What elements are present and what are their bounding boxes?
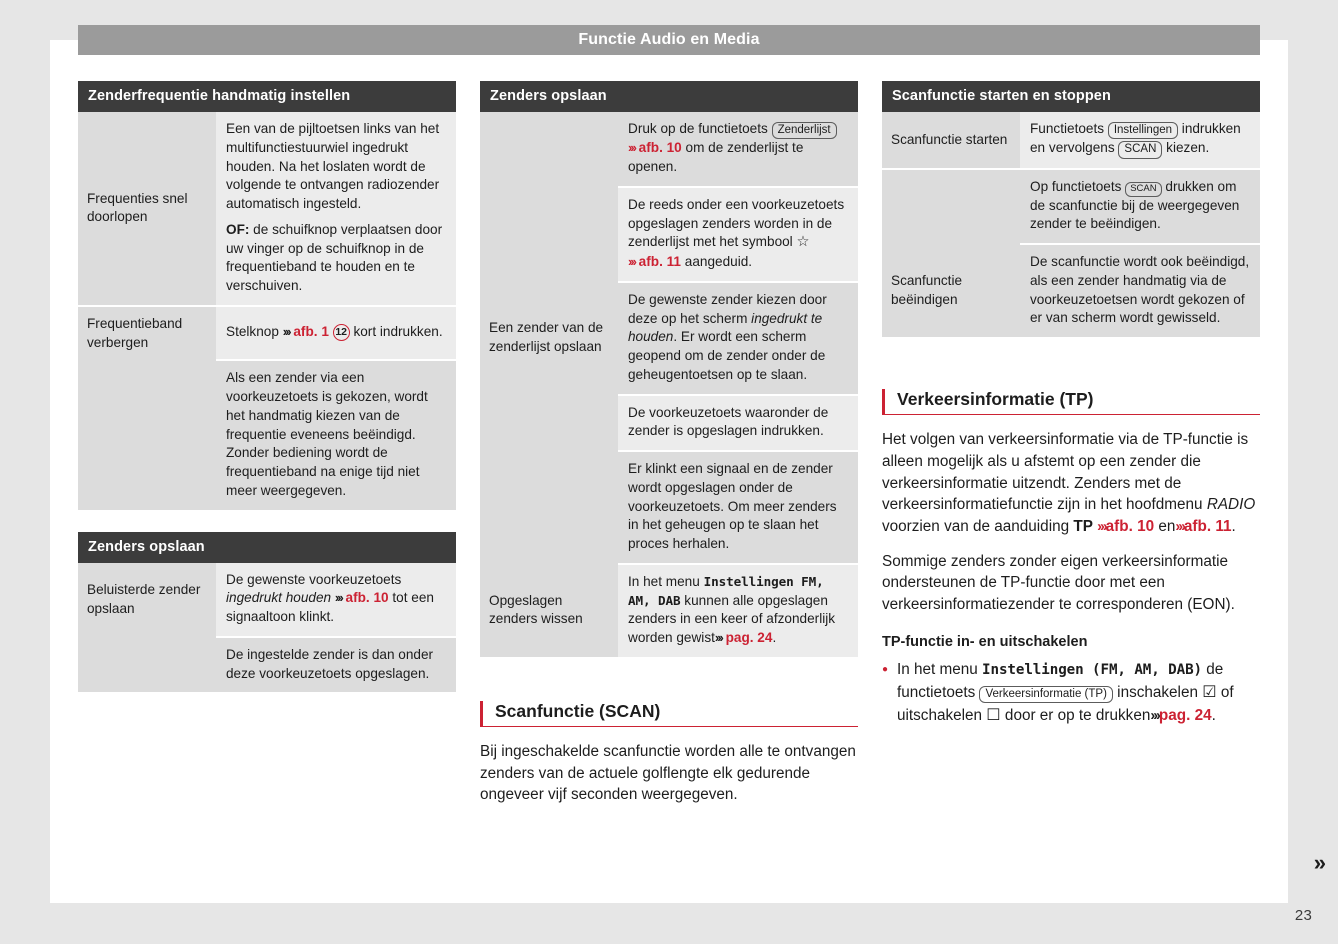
row-label-spacer bbox=[78, 360, 216, 509]
paragraph-text-a: Het volgen van verkeersinformatie via de TP-functie is alleen mogelijk als u afstemt op een zender die verkeersinformatie uitzendt. Zenders met de verkeersinformatiefunctie zijn in het hoofdmenu bbox=[882, 431, 1249, 514]
function-key-instellingen[interactable]: Instellingen bbox=[1108, 122, 1178, 139]
row-value-paragraph: De reeds onder een voorkeuzetoets opgeslagen zenders worden in de zenderlijst met het symbool ☆ ››› afb. 11 aangeduid. bbox=[628, 196, 845, 270]
row-value bbox=[216, 112, 456, 306]
table-row bbox=[882, 244, 1260, 337]
row-label: Frequentieband verbergen bbox=[78, 306, 216, 361]
row-value bbox=[618, 564, 858, 657]
function-key-verkeersinformatie-tp[interactable]: Verkeersinformatie (TP) bbox=[979, 686, 1112, 703]
bullet-text-d: of uitschakelen bbox=[897, 684, 1234, 725]
row-value bbox=[618, 395, 858, 452]
row-label: Beluisterde zender opslaan bbox=[78, 563, 216, 637]
table-zenders-opslaan-middle bbox=[480, 81, 858, 657]
row-value bbox=[618, 451, 858, 564]
page-reference[interactable]: pag. 24 bbox=[721, 630, 773, 646]
section-verkeersinformatie bbox=[882, 389, 1260, 727]
function-key-zenderlijst[interactable]: Zenderlijst bbox=[772, 122, 837, 139]
column-left bbox=[78, 81, 456, 819]
row-value-paragraph: Op functietoets SCAN drukken om de scanfunctie bij de weergegeven zender te beëindigen. bbox=[1030, 178, 1240, 232]
row-label-spacer bbox=[480, 187, 618, 282]
table-row bbox=[480, 395, 858, 452]
row-value bbox=[618, 282, 858, 395]
table-scanfunctie bbox=[882, 81, 1260, 337]
bullet-text-a: In het menu bbox=[897, 660, 983, 678]
emphasis-text: ingedrukt houden bbox=[226, 590, 332, 606]
table-row bbox=[480, 282, 858, 395]
table-row bbox=[480, 187, 858, 282]
table-row bbox=[480, 564, 858, 657]
arrows-icon: ››› bbox=[1175, 519, 1184, 535]
row-label-spacer bbox=[480, 395, 618, 452]
row-value-paragraph: Er klinkt een signaal en de zender wordt opgeslagen onder de voorkeuzetoets. Om meer zenders in het geheugen op te slaan het proces herhalen. bbox=[628, 461, 837, 552]
paragraph-text-mid: en bbox=[1154, 518, 1176, 535]
paragraph-text-end: . bbox=[1231, 518, 1236, 535]
bullet-text-b: de functietoets bbox=[897, 660, 1224, 702]
figure-reference[interactable]: afb. 11 bbox=[634, 254, 681, 270]
section-heading: Scanfunctie (SCAN) bbox=[480, 701, 858, 727]
sub-heading: TP-functie in- en uitschakelen bbox=[882, 633, 1088, 650]
row-value-paragraph-or: OF: de schuifknop verplaatsen door uw vinger op de schuifknop in de frequentieband te houden en te verschuiven. bbox=[226, 221, 443, 293]
row-value bbox=[1020, 112, 1260, 169]
arrows-icon: ››› bbox=[714, 630, 722, 646]
row-value-paragraph: De scanfunctie wordt ook beëindigd, als een zender handmatig via de voorkeuzetoetsen wordt gekozen of er van scherm wordt gewisseld. bbox=[1030, 254, 1250, 326]
row-value-paragraph: De voorkeuzetoets waaronder de zender is opgeslagen indrukken. bbox=[628, 404, 829, 439]
of-label: OF: bbox=[226, 221, 250, 237]
row-value-paragraph: Een van de pijltoetsen links van het multifunctiestuurwiel ingedrukt houden. Na het loslaten wordt de volgende te ontvangen radiozender automatisch ingesteld. bbox=[226, 121, 440, 211]
table-title: Zenders opslaan bbox=[480, 81, 858, 112]
page-number: 23 bbox=[1294, 907, 1312, 924]
running-head bbox=[78, 25, 1260, 55]
arrows-icon: ››› bbox=[628, 140, 635, 156]
row-value bbox=[216, 360, 456, 509]
row-label-spacer bbox=[882, 169, 1020, 244]
menu-path-text: Instellingen FM, AM, DAB bbox=[628, 573, 824, 608]
row-value bbox=[618, 187, 858, 282]
table-row bbox=[480, 451, 858, 564]
running-head-title: Functie Audio en Media bbox=[578, 31, 760, 48]
arrows-icon: ››› bbox=[282, 324, 290, 340]
paragraph-text-b: voorzien van de aanduiding bbox=[882, 518, 1074, 535]
column-right bbox=[882, 81, 1260, 819]
checkbox-empty-icon[interactable]: ☐ bbox=[986, 706, 1001, 725]
arrows-icon: ››› bbox=[1150, 708, 1159, 725]
figure-reference[interactable]: afb. 11 bbox=[1183, 518, 1232, 535]
star-icon: ☆ bbox=[796, 234, 810, 251]
column-middle bbox=[480, 81, 858, 819]
row-label: Frequenties snel doorlopen bbox=[78, 112, 216, 306]
row-value-paragraph: Functietoets Instellingen indrukken en vervolgens SCAN kiezen. bbox=[1030, 120, 1250, 159]
table-title: Scanfunctie starten en stoppen bbox=[882, 81, 1260, 112]
row-value-paragraph: De gewenste voorkeuzetoets ingedrukt houden ››› afb. 10 tot een signaaltoon klinkt. bbox=[226, 571, 434, 624]
row-label: Scanfunctie beëindigen bbox=[882, 244, 1020, 337]
table-title: Zenders opslaan bbox=[78, 532, 456, 563]
section-heading: Verkeersinformatie (TP) bbox=[882, 389, 1260, 415]
spacer bbox=[480, 679, 858, 701]
row-value bbox=[618, 112, 858, 187]
bullet-text-end: . bbox=[1211, 707, 1216, 725]
row-value-paragraph: De gewenste zender kiezen door deze op het scherm ingedrukt te houden. Er wordt een scherm geopend om de zender onder de geheugentoetsen op te slaan. bbox=[628, 291, 827, 382]
row-value-paragraph: In het menu Instellingen FM, AM, DAB kunnen alle opgeslagen zenders in een keer of afzonderlijk worden gewist››› pag. 24. bbox=[628, 573, 836, 646]
checkbox-checked-icon[interactable]: ☑ bbox=[1202, 683, 1217, 702]
row-label-spacer bbox=[480, 112, 618, 187]
table-body bbox=[480, 112, 858, 657]
table-row bbox=[78, 360, 456, 509]
figure-reference[interactable]: afb. 1 bbox=[293, 324, 329, 340]
row-value-paragraph: Stelknop ››› afb. 1 12 kort indrukken. bbox=[226, 324, 443, 340]
continuation-arrow-icon: » bbox=[1313, 850, 1322, 875]
table-zenderfrequentie bbox=[78, 81, 456, 510]
spacer bbox=[882, 359, 1260, 389]
bullet-text-c: inschakelen bbox=[1112, 684, 1203, 702]
row-value bbox=[216, 306, 456, 361]
function-key-scan[interactable]: SCAN bbox=[1118, 141, 1162, 158]
row-value-paragraph: Druk op de functietoets Zenderlijst ››› afb. 10 om de zenderlijst te openen. bbox=[628, 120, 848, 177]
table-row bbox=[78, 112, 456, 306]
figure-reference[interactable]: afb. 10 bbox=[634, 140, 682, 156]
row-value bbox=[216, 563, 456, 637]
figure-reference[interactable]: afb. 10 bbox=[1105, 518, 1155, 535]
menu-name-radio: RADIO bbox=[1206, 496, 1256, 514]
section-scanfunctie bbox=[480, 701, 858, 806]
row-label: Een zender van de zenderlijst opslaan bbox=[480, 282, 618, 395]
bullet-text-e: door er op te drukken bbox=[1000, 707, 1151, 725]
function-key-scan-small[interactable]: SCAN bbox=[1125, 182, 1161, 197]
page-columns bbox=[78, 81, 1260, 819]
section-paragraph-2: Sommige zenders zonder eigen verkeersinformatie ondersteunen de TP-functie door met een verkeersinformatiezender te corresponderen (EON). bbox=[882, 552, 1235, 614]
section-paragraph: Bij ingeschakelde scanfunctie worden alle te ontvangen zenders van de actuele golflengte elk gedurende ongeveer vijf seconden weergegeven. bbox=[480, 742, 856, 804]
table-row bbox=[480, 112, 858, 187]
tp-label: TP bbox=[1073, 518, 1093, 535]
table-row bbox=[78, 306, 456, 361]
table-row bbox=[78, 637, 456, 693]
menu-path-text: Instellingen (FM, AM, DAB) bbox=[982, 661, 1203, 678]
table-row bbox=[882, 112, 1260, 169]
callout-number-icon: 12 bbox=[333, 324, 350, 341]
table-row bbox=[78, 563, 456, 637]
table-title: Zenderfrequentie handmatig instellen bbox=[78, 81, 456, 112]
arrows-icon: ››› bbox=[334, 590, 342, 606]
bullet-item bbox=[882, 659, 1260, 728]
table-zenders-opslaan-left bbox=[78, 532, 456, 693]
arrows-icon: ››› bbox=[628, 254, 635, 270]
table-body bbox=[882, 112, 1260, 337]
table-body bbox=[78, 563, 456, 693]
arrows-icon: ››› bbox=[1097, 519, 1106, 535]
row-value bbox=[216, 637, 456, 693]
row-value bbox=[1020, 244, 1260, 337]
emphasis-text: ingedrukt te houden bbox=[628, 310, 823, 345]
row-label-spacer bbox=[78, 637, 216, 693]
row-value-paragraph: Als een zender via een voorkeuzetoets is gekozen, wordt het handmatig kiezen van de frequentie eveneens beëindigd. Zonder bediening wordt de frequentieband na enige tijd niet meer weergegeven. bbox=[226, 370, 428, 498]
table-body bbox=[78, 112, 456, 510]
row-value-paragraph: De ingestelde zender is dan onder deze voorkeuzetoets opgeslagen. bbox=[226, 646, 434, 681]
figure-reference[interactable]: afb. 10 bbox=[345, 590, 389, 606]
row-value bbox=[1020, 169, 1260, 244]
section-paragraph-1 bbox=[882, 429, 1260, 538]
page-reference[interactable]: pag. 24 bbox=[1158, 707, 1212, 725]
row-label: Scanfunctie starten bbox=[882, 112, 1020, 169]
row-label-spacer bbox=[480, 451, 618, 564]
table-row bbox=[882, 169, 1260, 244]
row-label: Opgeslagen zenders wissen bbox=[480, 564, 618, 657]
